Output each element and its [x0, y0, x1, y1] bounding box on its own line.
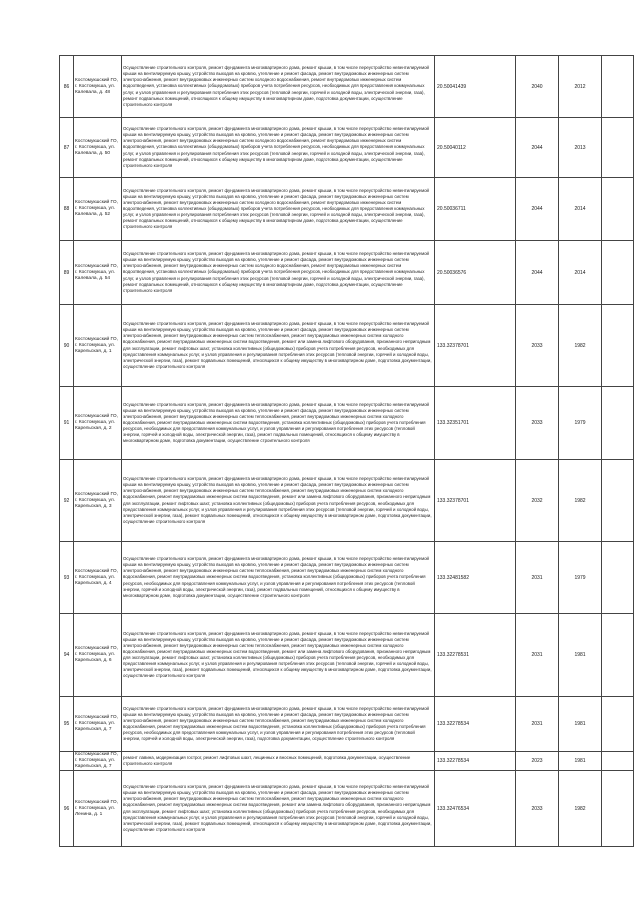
row-address: Костомукшский ГО, г. Костомукша, ул. Карельская, д. 7: [74, 697, 122, 752]
row-number: 89: [60, 241, 74, 305]
row-empty-cell: [602, 752, 634, 771]
row-empty-cell: [602, 305, 634, 387]
row-works-list: Осуществление строительного контроля, ремонт фундамента многоквартирного дома, ремонт крыши, в том числе переустройство невентилируемой крыши на вентилируемую крышу, устройство выходов на кровлю, утепление и ремонт фасада, ремонт внутридомовых инженерных систем электроснабжения, ремонт внутридомовых инженерных систем теплоснабжения, ремонт внутридомовых инженерных систем холодного водоснабжения, ремонт внутридомовых инженерных систем водоотведения, ремонт или замена лифтового оборудования, признанного непригодным для эксплуатации, ремонт лифтовых шахт, установка коллективных (общедомовых) приборов учета потребления ресурсов, необходимых для предоставления коммунальных услуг, и узлов управления и регулирования потребления этих ресурсов (тепловой энергии, горячей и холодной воды, электрической энергии, газа), ремонт подвальных помещений, относящихся к общему имуществу в многоквартирном доме, подготовка документации, осуществление строительного контроля: [122, 771, 435, 847]
row-address: Костомукшский ГО, г. Костомукша, ул. Калевала, д. 52: [74, 178, 122, 241]
row-works-list: Осуществление строительного контроля, ремонт фундамента многоквартирного дома, ремонт крыши, в том числе переустройство невентилируемой крыши на вентилируемую крышу, устройство выходов на кровлю, утепление и ремонт фасада, ремонт внутридомовых инженерных систем электроснабжения, ремонт внутридомовых инженерных систем теплоснабжения, ремонт внутридомовых инженерных систем холодного водоснабжения, ремонт внутридомовых инженерных систем водоотведения, установка коллективных (общедомовых) приборов учета потребления ресурсов, необходимых для предоставления коммунальных услуг, и узлов управления и регулирования потребления этих ресурсов (тепловой энергии, горячей и холодной воды, электрической энергии, газа), подготовка документации, осуществление строительного контроля: [122, 697, 435, 752]
row-address: Костомукшский ГО, г. Костомукша, ул. Карельская, д. 6: [74, 614, 122, 697]
row-build-year: 1981: [559, 752, 602, 771]
row-works-list: Осуществление строительного контроля, ремонт фундамента многоквартирного дома, ремонт крыши, в том числе переустройство невентилируемой крыши на вентилируемую крышу, устройство выходов на кровлю, утепление и ремонт фасада, ремонт внутридомовых инженерных систем электроснабжения, ремонт внутридомовых инженерных систем теплоснабжения, ремонт внутридомовых инженерных систем холодного водоснабжения, ремонт внутридомовых инженерных систем водоотведения, установка коллективных (общедомовых) приборов учета потребления ресурсов, необходимых для предоставления коммунальных услуг, и узлов управления и регулирования потребления этих ресурсов (тепловой энергии, горячей и холодной воды, электрической энергии, газа), ремонт подвальных помещений, относящихся к общему имуществу в многоквартирном доме, подготовка документации, осуществление строительного контроля: [122, 387, 435, 460]
row-cadastral-code: 20.50036711: [435, 178, 516, 241]
row-works-list: Осуществление строительного контроля, ремонт фундамента многоквартирного дома, ремонт крыши, в том числе переустройство невентилируемой крыши на вентилируемую крышу, устройство выходов на кровлю, утепление и ремонт фасада, ремонт внутридомовых инженерных систем электроснабжения, ремонт внутридомовых инженерных систем холодного водоснабжения, ремонт внутридомовых инженерных систем водоотведения, установка коллективных (общедомовых) приборов учета потребления ресурсов, необходимых для предоставления коммунальных услуг, и узлов управления и регулирования потребления этих ресурсов (тепловой энергии, горячей и холодной воды, электрической энергии, газа), ремонт подвальных помещений, относящихся к общему имуществу в многоквартирном доме, подготовка документации, осуществление строительного контроля: [122, 178, 435, 241]
row-number: 93: [60, 542, 74, 614]
row-works-list: Осуществление строительного контроля, ремонт фундамента многоквартирного дома, ремонт крыши, в том числе переустройство невентилируемой крыши на вентилируемую крышу, устройство выходов на кровлю, утепление и ремонт фасада, ремонт внутридомовых инженерных систем электроснабжения, ремонт внутридомовых инженерных систем теплоснабжения, ремонт внутридомовых инженерных систем холодного водоснабжения, ремонт внутридомовых инженерных систем водоотведения, ремонт или замена лифтового оборудования, признанного непригодным для эксплуатации, ремонт лифтовых шахт, установка коллективных (общедомовых) приборов учета потребления ресурсов, необходимых для предоставления коммунальных услуг, и узлов управления и регулирования потребления этих ресурсов (тепловой энергии, горячей и холодной воды, электрической энергии, газа), ремонт подвальных помещений, относящихся к общему имуществу в многоквартирном доме, подготовка документации, осуществление строительного контроля: [122, 460, 435, 542]
row-empty-cell: [602, 118, 634, 178]
row-number: 87: [60, 118, 74, 178]
row-empty-cell: [602, 460, 634, 542]
row-planned-year: 2031: [516, 614, 559, 697]
row-works-list: Осуществление строительного контроля, ремонт фундамента многоквартирного дома, ремонт крыши, в том числе переустройство невентилируемой крыши на вентилируемую крышу, устройство выходов на кровлю, утепление и ремонт фасада, ремонт внутридомовых инженерных систем электроснабжения, ремонт внутридомовых инженерных систем холодного водоснабжения, ремонт внутридомовых инженерных систем водоотведения, установка коллективных (общедомовых) приборов учета потребления ресурсов, необходимых для предоставления коммунальных услуг, и узлов управления и регулирования потребления этих ресурсов (тепловой энергии, горячей и холодной воды, электрической энергии, газа), ремонт подвальных помещений, относящихся к общему имуществу в многоквартирном доме, подготовка документации, осуществление строительного контроля: [122, 56, 435, 118]
row-planned-year: 2031: [516, 697, 559, 752]
row-build-year: 1979: [559, 542, 602, 614]
row-cadastral-code: 133.32378701: [435, 305, 516, 387]
row-address: Костомукшский ГО, г. Костомукша, ул. Карельская, д. 4: [74, 542, 122, 614]
row-planned-year: 2040: [516, 56, 559, 118]
row-address: Костомукшский ГО, г. Костомукша, ул. Калевала, д. 54: [74, 241, 122, 305]
row-number: [60, 752, 74, 771]
row-cadastral-code: 133.32278531: [435, 614, 516, 697]
table-row: [60, 305, 634, 387]
row-build-year: 1982: [559, 460, 602, 542]
table-row: [60, 241, 634, 305]
works-register: [59, 55, 633, 847]
table-row: [60, 56, 634, 118]
row-works-list: Осуществление строительного контроля, ремонт фундамента многоквартирного дома, ремонт крыши, в том числе переустройство невентилируемой крыши на вентилируемую крышу, устройство выходов на кровлю, утепление и ремонт фасада, ремонт внутридомовых инженерных систем электроснабжения, ремонт внутридомовых инженерных систем теплоснабжения, ремонт внутридомовых инженерных систем холодного водоснабжения, ремонт внутридомовых инженерных систем водоотведения, установка коллективных (общедомовых) приборов учета потребления ресурсов, необходимых для предоставления коммунальных услуг, и узлов управления и регулирования потребления этих ресурсов (тепловой энергии, горячей и холодной воды, электрической энергии, газа), ремонт подвальных помещений, относящихся к общему имуществу в многоквартирном доме, подготовка документации, осуществление строительного контроля: [122, 542, 435, 614]
row-number: 86: [60, 56, 74, 118]
row-empty-cell: [602, 697, 634, 752]
row-empty-cell: [602, 542, 634, 614]
table-row: [60, 387, 634, 460]
table-row: [60, 614, 634, 697]
table-row: [60, 118, 634, 178]
row-cadastral-code: 133.32481582: [435, 542, 516, 614]
row-number: 91: [60, 387, 74, 460]
row-build-year: 2012: [559, 56, 602, 118]
row-cadastral-code: 20.50040112: [435, 118, 516, 178]
capital-repair-table: [59, 55, 634, 847]
row-works-list: Осуществление строительного контроля, ремонт фундамента многоквартирного дома, ремонт крыши, в том числе переустройство невентилируемой крыши на вентилируемую крышу, устройство выходов на кровлю, утепление и ремонт фасада, ремонт внутридомовых инженерных систем электроснабжения, ремонт внутридомовых инженерных систем теплоснабжения, ремонт внутридомовых инженерных систем холодного водоснабжения, ремонт внутридомовых инженерных систем водоотведения, ремонт или замена лифтового оборудования, признанного непригодным для эксплуатации, ремонт лифтовых шахт, установка коллективных (общедомовых) приборов учета потребления ресурсов, необходимых для предоставления коммунальных услуг, и узлов управления и регулирования потребления этих ресурсов (тепловой энергии, горячей и холодной воды, электрической энергии, газа), ремонт подвальных помещений, относящихся к общему имуществу в многоквартирном доме, подготовка документации, осуществление строительного контроля: [122, 305, 435, 387]
row-cadastral-code: 20.50036576: [435, 241, 516, 305]
row-address: Костомукшский ГО, г. Костомукша, ул. Карельская, д. 3: [74, 460, 122, 542]
row-planned-year: 2032: [516, 460, 559, 542]
row-address: Костомукшский ГО, г. Костомукша, ул. Калевала, д. 48: [74, 56, 122, 118]
row-planned-year: 2044: [516, 241, 559, 305]
row-address: Костомукшский ГО, г. Костомукша, ул. Карельская, д. 7: [74, 752, 122, 771]
row-number: 88: [60, 178, 74, 241]
row-empty-cell: [602, 771, 634, 847]
row-planned-year: 2044: [516, 118, 559, 178]
row-empty-cell: [602, 178, 634, 241]
row-works-list: Осуществление строительного контроля, ремонт фундамента многоквартирного дома, ремонт крыши, в том числе переустройство невентилируемой крыши на вентилируемую крышу, устройство выходов на кровлю, утепление и ремонт фасада, ремонт внутридомовых инженерных систем электроснабжения, ремонт внутридомовых инженерных систем холодного водоснабжения, ремонт внутридомовых инженерных систем водоотведения, установка коллективных (общедомовых) приборов учета потребления ресурсов, необходимых для предоставления коммунальных услуг, и узлов управления и регулирования потребления этих ресурсов (тепловой энергии, горячей и холодной воды, электрической энергии, газа), ремонт подвальных помещений, относящихся к общему имуществу в многоквартирном доме, подготовка документации, осуществление строительного контроля: [122, 241, 435, 305]
row-cadastral-code: 20.50041439: [435, 56, 516, 118]
row-cadastral-code: 133.32378701: [435, 460, 516, 542]
row-planned-year: 2033: [516, 305, 559, 387]
row-cadastral-code: 133.32278534: [435, 752, 516, 771]
row-planned-year: 2033: [516, 387, 559, 460]
row-number: 94: [60, 614, 74, 697]
table-body: [60, 56, 634, 847]
row-empty-cell: [602, 387, 634, 460]
row-cadastral-code: 133.32351701: [435, 387, 516, 460]
row-works-list: Осуществление строительного контроля, ремонт фундамента многоквартирного дома, ремонт крыши, в том числе переустройство невентилируемой крыши на вентилируемую крышу, устройство выходов на кровлю, утепление и ремонт фасада, ремонт внутридомовых инженерных систем электроснабжения, ремонт внутридомовых инженерных систем теплоснабжения, ремонт внутридомовых инженерных систем холодного водоснабжения, ремонт внутридомовых инженерных систем водоотведения, ремонт или замена лифтового оборудования, признанного непригодным для эксплуатации, ремонт лифтовых шахт, установка коллективных (общедомовых) приборов учета потребления ресурсов, необходимых для предоставления коммунальных услуг, и узлов управления и регулирования потребления этих ресурсов (тепловой энергии, горячей и холодной воды, электрической энергии, газа), ремонт подвальных помещений, относящихся к общему имуществу в многоквартирном доме, подготовка документации, осуществление строительного контроля: [122, 614, 435, 697]
row-number: 92: [60, 460, 74, 542]
row-planned-year: 2031: [516, 542, 559, 614]
row-build-year: 1981: [559, 614, 602, 697]
row-empty-cell: [602, 241, 634, 305]
row-empty-cell: [602, 56, 634, 118]
row-build-year: 2013: [559, 118, 602, 178]
row-build-year: 1979: [559, 387, 602, 460]
row-works-list: ремонт лавина, модернизация гострог, ремонт лифтовых шахт, лещинных и вносных помещений, подготовка документации, осуществление строительного контроля: [122, 752, 435, 771]
row-empty-cell: [602, 614, 634, 697]
row-number: 90: [60, 305, 74, 387]
row-number: 95: [60, 697, 74, 752]
row-cadastral-code: 133.32476534: [435, 771, 516, 847]
row-address: Костомукшский ГО, г. Костомукша, ул. Ленина, д. 1: [74, 771, 122, 847]
table-row: [60, 752, 634, 771]
table-row: [60, 460, 634, 542]
row-address: Костомукшский ГО, г. Костомукша, ул. Калевала, д. 50: [74, 118, 122, 178]
row-build-year: 1982: [559, 305, 602, 387]
row-address: Костомукшский ГО, г. Костомукша, ул. Карельская, д. 1: [74, 305, 122, 387]
table-row: [60, 178, 634, 241]
row-cadastral-code: 133.32278534: [435, 697, 516, 752]
row-build-year: 2014: [559, 178, 602, 241]
row-planned-year: 2023: [516, 752, 559, 771]
row-address: Костомукшский ГО, г. Костомукша, ул. Карельская, д. 2: [74, 387, 122, 460]
row-build-year: 1981: [559, 697, 602, 752]
row-build-year: 1982: [559, 771, 602, 847]
table-row: [60, 771, 634, 847]
row-planned-year: 2044: [516, 178, 559, 241]
row-works-list: Осуществление строительного контроля, ремонт фундамента многоквартирного дома, ремонт крыши, в том числе переустройство невентилируемой крыши на вентилируемую крышу, устройство выходов на кровлю, утепление и ремонт фасада, ремонт внутридомовых инженерных систем электроснабжения, ремонт внутридомовых инженерных систем холодного водоснабжения, ремонт внутридомовых инженерных систем водоотведения, установка коллективных (общедомовых) приборов учета потребления ресурсов, необходимых для предоставления коммунальных услуг, и узлов управления и регулирования потребления этих ресурсов (тепловой энергии, горячей и холодной воды, электрической энергии, газа), ремонт подвальных помещений, относящихся к общему имуществу в многоквартирном доме, подготовка документации, осуществление строительного контроля: [122, 118, 435, 178]
table-row: [60, 542, 634, 614]
row-build-year: 2014: [559, 241, 602, 305]
row-planned-year: 2033: [516, 771, 559, 847]
table-row: [60, 697, 634, 752]
row-number: 96: [60, 771, 74, 847]
